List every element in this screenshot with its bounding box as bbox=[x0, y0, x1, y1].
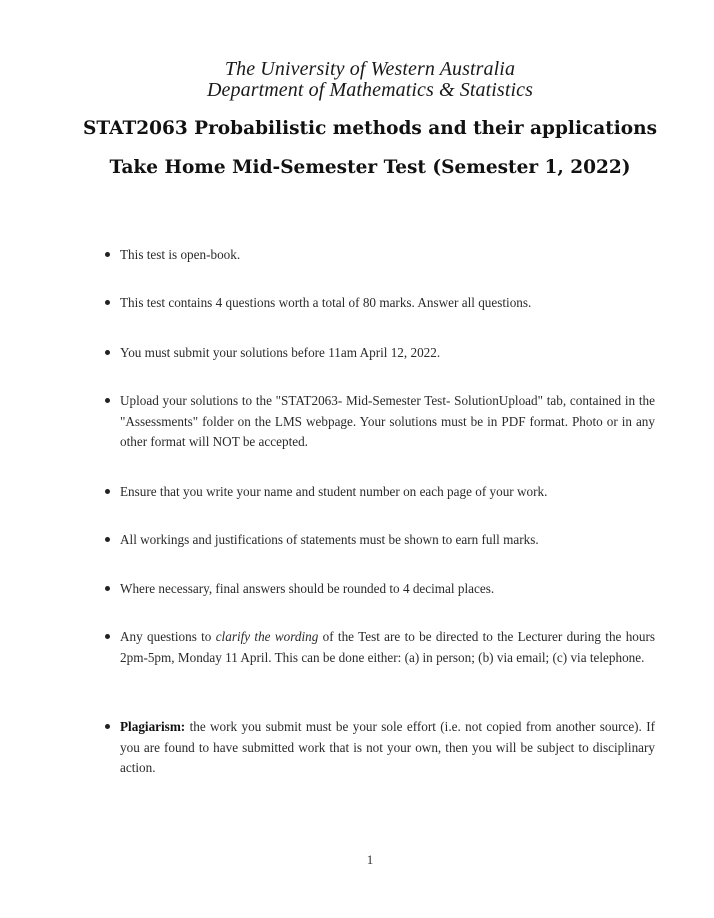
bullet-icon bbox=[105, 586, 110, 591]
list-item bbox=[105, 343, 655, 364]
list-item bbox=[105, 293, 655, 314]
bullet-icon bbox=[105, 634, 110, 639]
department-name: Department of Mathematics & Statistics bbox=[207, 79, 533, 101]
instruction-text: Ensure that you write your name and student number on each page of your work. bbox=[120, 484, 548, 499]
list-item bbox=[105, 482, 655, 503]
bullet-icon bbox=[105, 350, 110, 355]
instruction-text bbox=[120, 627, 655, 668]
university-name: The University of Western Australia bbox=[224, 58, 516, 80]
list-item bbox=[105, 579, 655, 600]
list-item bbox=[105, 627, 655, 668]
page-number: 1 bbox=[366, 852, 374, 867]
instruction-text: All workings and justifications of statements must be shown to earn full marks. bbox=[120, 532, 539, 547]
instruction-text: This test is open-book. bbox=[120, 247, 241, 262]
list-item bbox=[105, 391, 655, 453]
instruction-text bbox=[120, 717, 655, 779]
instruction-text: This test contains 4 questions worth a total of 80 marks. Answer all questions. bbox=[120, 295, 532, 310]
bullet-icon bbox=[105, 724, 110, 729]
course-title: STAT2063 Probabilistic methods and their applications bbox=[83, 118, 657, 139]
instruction-text-end: of the Test are to be directed to the Lecturer during the hours 2pm-5pm, Monday 11 April. This can be done either: (a) in person; (b) via email; (c) via telephone. bbox=[120, 629, 656, 665]
instruction-text: Where necessary, final answers should be rounded to 4 decimal places. bbox=[120, 581, 495, 596]
instruction-text-end: the work you submit must be your sole effort (i.e. not copied from another source). If you are found to have submitted work that is not your own, then you will be subject to disciplinary action. bbox=[120, 719, 655, 775]
list-item bbox=[105, 245, 655, 266]
instruction-text-start: Any questions to bbox=[120, 629, 216, 644]
test-title: Take Home Mid-Semester Test (Semester 1, 2022) bbox=[109, 157, 631, 178]
bullet-icon bbox=[105, 252, 110, 257]
list-item bbox=[105, 530, 655, 551]
plagiarism-label: Plagiarism: bbox=[120, 719, 186, 734]
instruction-text: Upload your solutions to the "STAT2063- Mid-Semester Test- SolutionUpload" tab, contained in the "Assessments" folder on the LMS webpage. Your solutions must be in PDF format. Photo or in any other format will NOT be accepted. bbox=[120, 393, 655, 449]
bullet-icon bbox=[105, 300, 110, 305]
bullet-icon bbox=[105, 489, 110, 494]
bullet-icon bbox=[105, 537, 110, 542]
emphasis-text: clarify the wording bbox=[215, 629, 319, 644]
bullet-icon bbox=[105, 398, 110, 403]
list-item bbox=[105, 717, 655, 779]
instruction-text: You must submit your solutions before 11am April 12, 2022. bbox=[120, 345, 441, 360]
